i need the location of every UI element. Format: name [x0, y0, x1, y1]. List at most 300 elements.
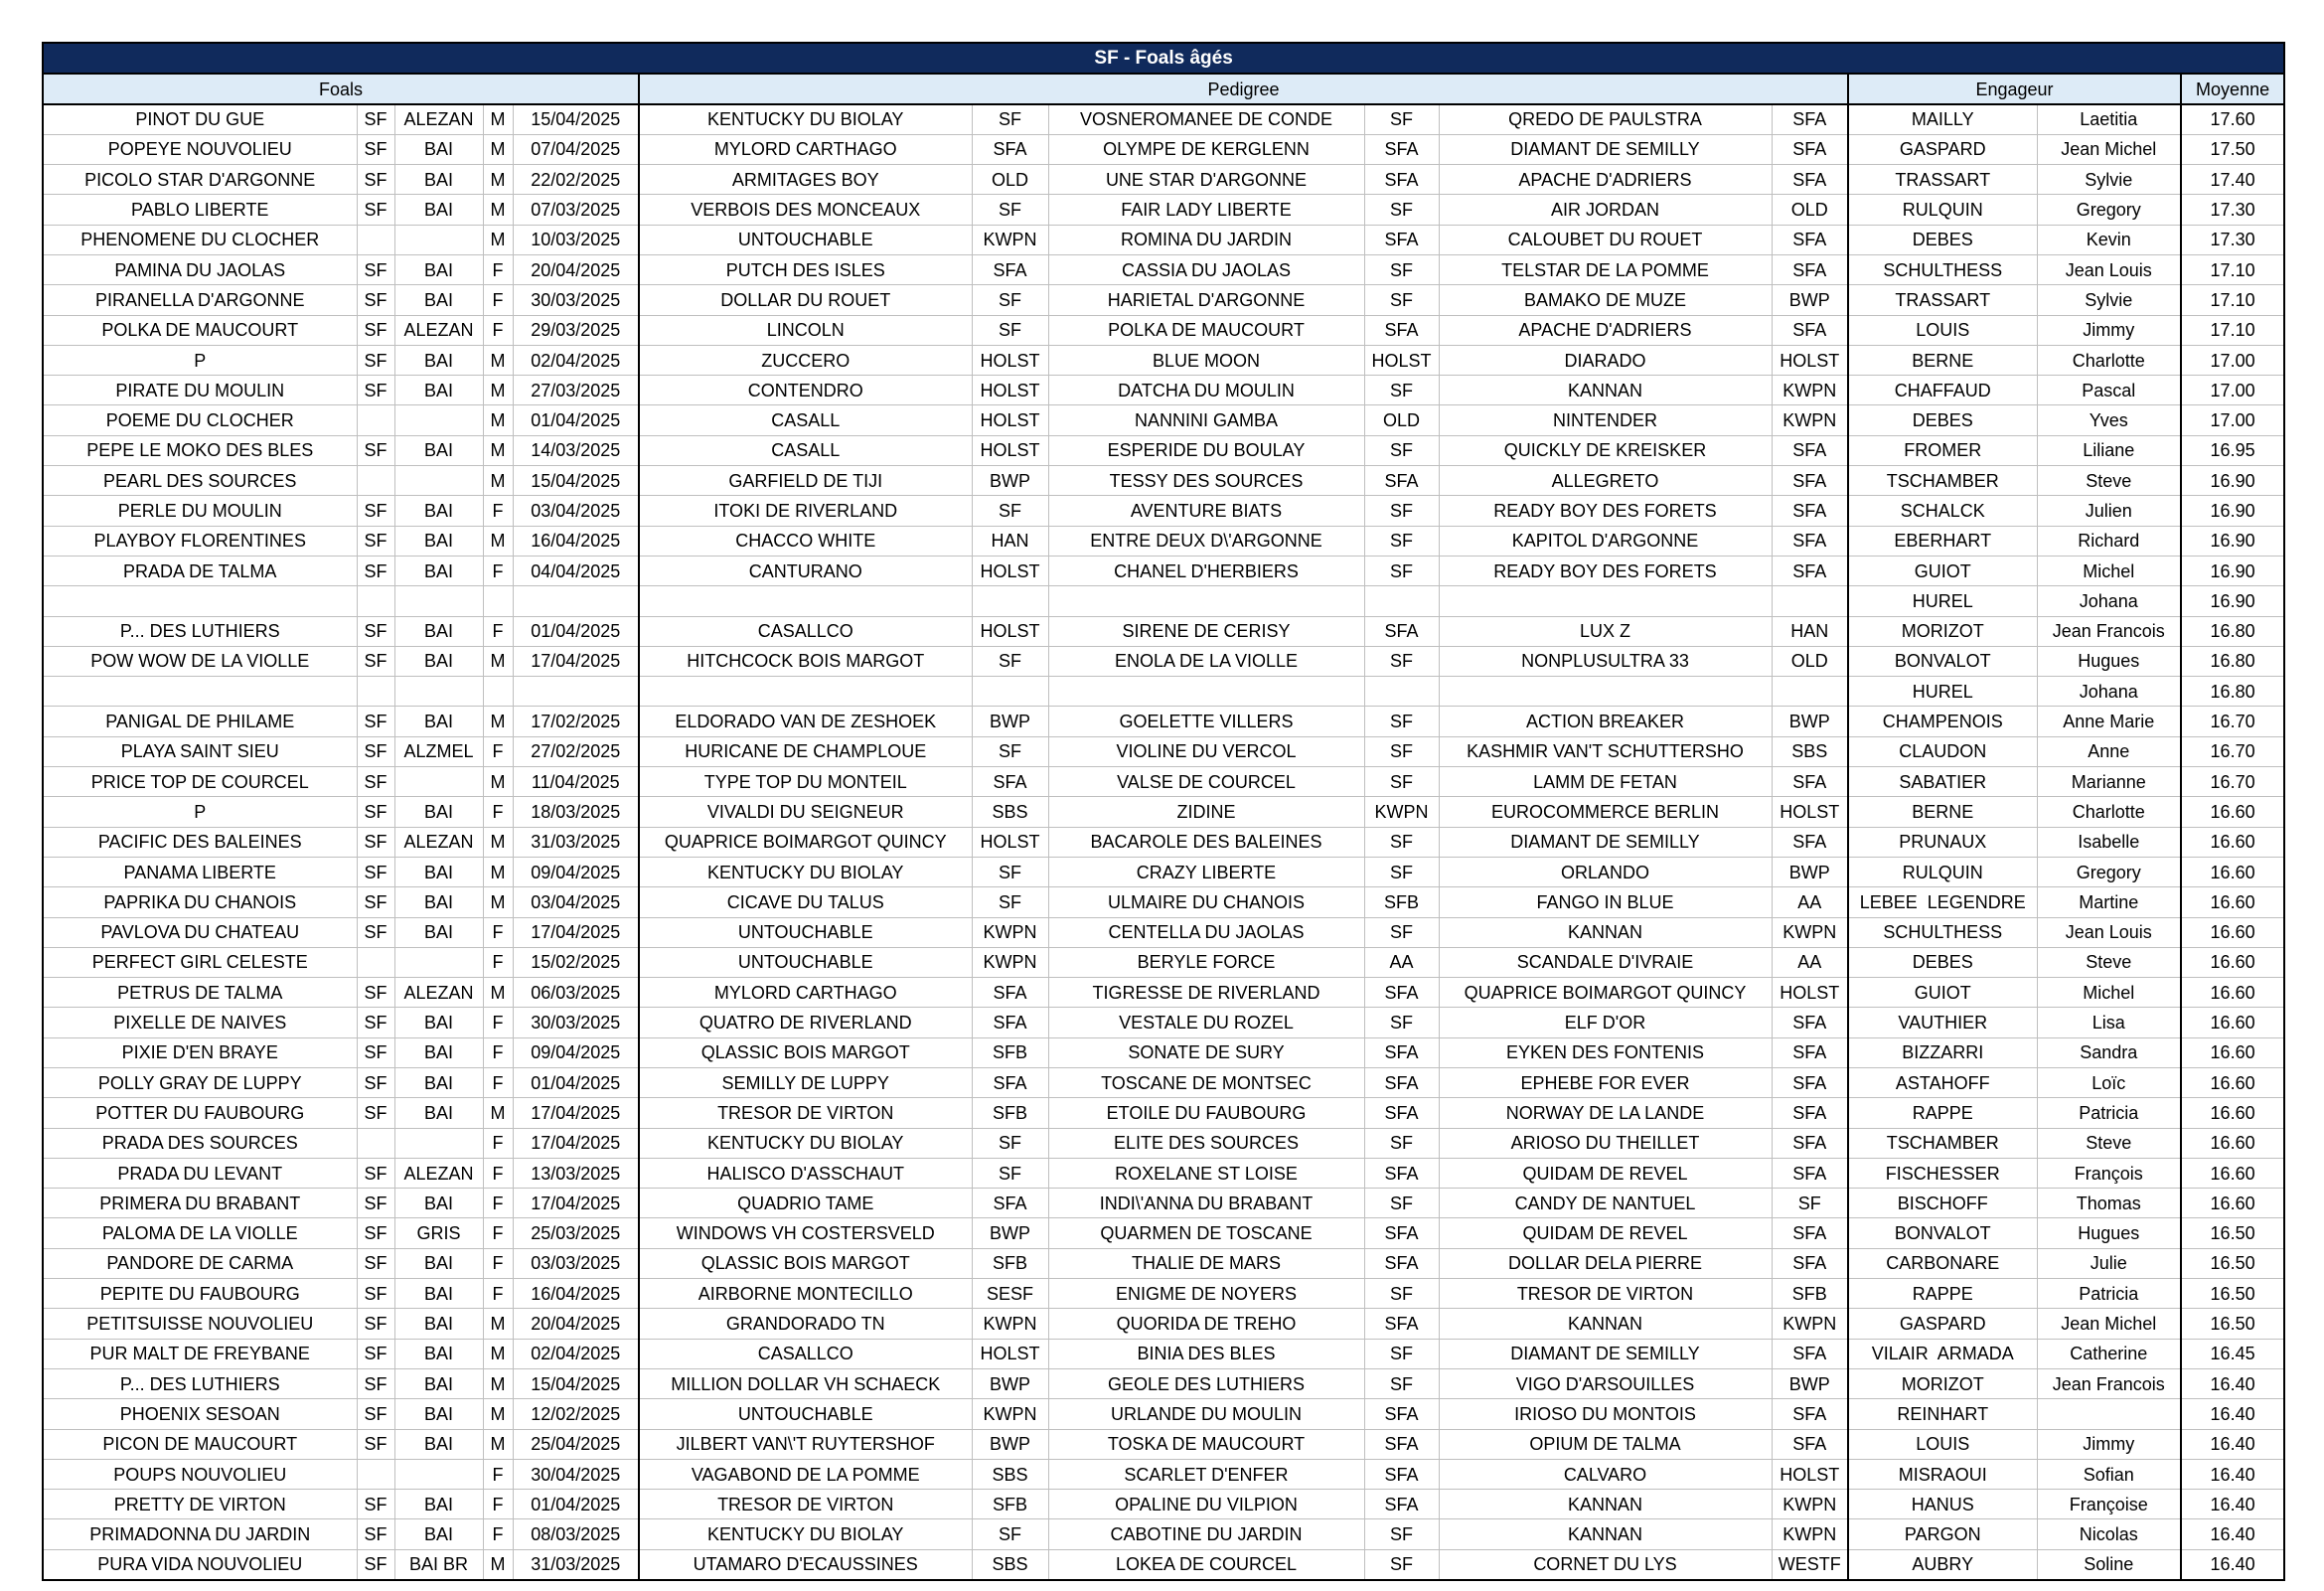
- header-pedigree: Pedigree: [639, 74, 1848, 104]
- dam-breed: SFA: [1364, 225, 1439, 254]
- foal-sex: M: [483, 435, 513, 465]
- table-row: [43, 376, 2284, 405]
- sire-breed: OLD: [972, 165, 1048, 195]
- dam-name: NANNINI GAMBA: [1048, 405, 1364, 435]
- sire-name: TYPE TOP DU MONTEIL: [639, 767, 972, 797]
- foal-sex: M: [483, 165, 513, 195]
- dam-name: DATCHA DU MOULIN: [1048, 376, 1364, 405]
- owner-first-name: Jimmy: [2037, 1429, 2181, 1459]
- table-row: [43, 134, 2284, 164]
- foal-breed: SF: [357, 1068, 394, 1098]
- foal-coat: [394, 947, 483, 977]
- table-row: [43, 1158, 2284, 1188]
- foal-breed: SF: [357, 556, 394, 585]
- foal-sex: F: [483, 254, 513, 284]
- sire-breed: BWP: [972, 1368, 1048, 1398]
- foal-breed: SF: [357, 345, 394, 375]
- dam-sire-name: BAMAKO DE MUZE: [1439, 285, 1772, 315]
- dam-name: ENTRE DEUX D\'ARGONNE: [1048, 526, 1364, 556]
- foal-breed: SF: [357, 1098, 394, 1128]
- foal-name: POLLY GRAY DE LUPPY: [43, 1068, 357, 1098]
- average-score: 16.60: [2181, 1189, 2284, 1218]
- owner-last-name: BERNE: [1848, 797, 2037, 827]
- foal-birthdate: 02/04/2025: [513, 345, 639, 375]
- foal-name: PEPE LE MOKO DES BLES: [43, 435, 357, 465]
- dam-sire-breed: SFA: [1772, 1248, 1848, 1278]
- dam-sire-name: DIAMANT DE SEMILLY: [1439, 1339, 1772, 1368]
- dam-sire-breed: HOLST: [1772, 345, 1848, 375]
- sire-name: DOLLAR DU ROUET: [639, 285, 972, 315]
- table-row: [43, 1248, 2284, 1278]
- foal-coat: BAI: [394, 1429, 483, 1459]
- foal-breed: SF: [357, 165, 394, 195]
- foal-sex: F: [483, 1158, 513, 1188]
- foal-coat: [394, 677, 483, 707]
- dam-sire-name: TRESOR DE VIRTON: [1439, 1279, 1772, 1309]
- foal-breed: SF: [357, 435, 394, 465]
- dam-sire-name: KANNAN: [1439, 1519, 1772, 1549]
- foal-sex: M: [483, 466, 513, 496]
- foal-birthdate: 27/02/2025: [513, 736, 639, 766]
- owner-last-name: BIZZARRI: [1848, 1037, 2037, 1067]
- average-score: 16.80: [2181, 677, 2284, 707]
- sire-name: MYLORD CARTHAGO: [639, 978, 972, 1008]
- foal-name: PETRUS DE TALMA: [43, 978, 357, 1008]
- foal-name: PRETTY DE VIRTON: [43, 1490, 357, 1519]
- table-row: [43, 1037, 2284, 1067]
- dam-name: GEOLE DES LUTHIERS: [1048, 1368, 1364, 1398]
- foal-birthdate: 09/04/2025: [513, 1037, 639, 1067]
- header-moyenne: Moyenne: [2181, 74, 2284, 104]
- sire-name: SEMILLY DE LUPPY: [639, 1068, 972, 1098]
- foal-name: PETITSUISSE NOUVOLIEU: [43, 1309, 357, 1339]
- foal-sex: F: [483, 1037, 513, 1067]
- foal-coat: BAI: [394, 556, 483, 585]
- foal-birthdate: 20/04/2025: [513, 1309, 639, 1339]
- dam-sire-name: TELSTAR DE LA POMME: [1439, 254, 1772, 284]
- foal-breed: SF: [357, 1008, 394, 1037]
- dam-sire-breed: SF: [1772, 1189, 1848, 1218]
- foal-name: PHENOMENE DU CLOCHER: [43, 225, 357, 254]
- average-score: 17.50: [2181, 134, 2284, 164]
- foal-sex: [483, 586, 513, 616]
- dam-name: ZIDINE: [1048, 797, 1364, 827]
- dam-name: SCARLET D'ENFER: [1048, 1459, 1364, 1489]
- sire-breed: SFB: [972, 1037, 1048, 1067]
- dam-sire-breed: SBS: [1772, 736, 1848, 766]
- foal-name: [43, 586, 357, 616]
- sire-name: CANTURANO: [639, 556, 972, 585]
- foal-coat: BAI: [394, 1309, 483, 1339]
- dam-sire-breed: OLD: [1772, 195, 1848, 225]
- foal-birthdate: 20/04/2025: [513, 254, 639, 284]
- foal-breed: SF: [357, 1218, 394, 1248]
- dam-breed: SF: [1364, 1549, 1439, 1579]
- foal-name: POUPS NOUVOLIEU: [43, 1459, 357, 1489]
- sire-breed: SFA: [972, 134, 1048, 164]
- table-row: [43, 1008, 2284, 1037]
- foal-breed: SF: [357, 736, 394, 766]
- sire-name: UNTOUCHABLE: [639, 1399, 972, 1429]
- dam-name: ELITE DES SOURCES: [1048, 1128, 1364, 1158]
- sire-breed: [972, 586, 1048, 616]
- foal-breed: SF: [357, 315, 394, 345]
- sire-name: ITOKI DE RIVERLAND: [639, 496, 972, 526]
- owner-last-name: MAILLY: [1848, 104, 2037, 134]
- owner-first-name: Françoise: [2037, 1490, 2181, 1519]
- foal-name: PEARL DES SOURCES: [43, 466, 357, 496]
- foal-sex: F: [483, 556, 513, 585]
- dam-name: CASSIA DU JAOLAS: [1048, 254, 1364, 284]
- foal-coat: ALEZAN: [394, 104, 483, 134]
- foal-coat: BAI: [394, 526, 483, 556]
- dam-sire-name: FANGO IN BLUE: [1439, 887, 1772, 917]
- table-row: [43, 466, 2284, 496]
- foal-name: PAMINA DU JAOLAS: [43, 254, 357, 284]
- owner-last-name: LEBEE LEGENDRE: [1848, 887, 2037, 917]
- foal-breed: SF: [357, 1279, 394, 1309]
- table-row: [43, 1309, 2284, 1339]
- sire-breed: HAN: [972, 526, 1048, 556]
- dam-breed: SFA: [1364, 134, 1439, 164]
- foal-coat: BAI: [394, 376, 483, 405]
- dam-name: QUARMEN DE TOSCANE: [1048, 1218, 1364, 1248]
- foal-coat: BAI: [394, 797, 483, 827]
- average-score: 16.90: [2181, 556, 2284, 585]
- dam-breed: SF: [1364, 1189, 1439, 1218]
- table-row: [43, 225, 2284, 254]
- dam-breed: SF: [1364, 1519, 1439, 1549]
- owner-first-name: Lisa: [2037, 1008, 2181, 1037]
- foal-sex: F: [483, 315, 513, 345]
- dam-sire-breed: [1772, 677, 1848, 707]
- foal-coat: [394, 1459, 483, 1489]
- sire-breed: SBS: [972, 1459, 1048, 1489]
- dam-sire-name: QREDO DE PAULSTRA: [1439, 104, 1772, 134]
- dam-breed: SFA: [1364, 1490, 1439, 1519]
- owner-last-name: FROMER: [1848, 435, 2037, 465]
- dam-name: VIOLINE DU VERCOL: [1048, 736, 1364, 766]
- dam-name: GOELETTE VILLERS: [1048, 707, 1364, 736]
- table-row: [43, 526, 2284, 556]
- dam-breed: SFA: [1364, 1218, 1439, 1248]
- sire-breed: KWPN: [972, 1309, 1048, 1339]
- sire-breed: KWPN: [972, 1399, 1048, 1429]
- average-score: 17.10: [2181, 315, 2284, 345]
- dam-breed: SF: [1364, 435, 1439, 465]
- table-row: [43, 1549, 2284, 1579]
- owner-first-name: Julien: [2037, 496, 2181, 526]
- average-score: 16.60: [2181, 1008, 2284, 1037]
- dam-sire-name: AIR JORDAN: [1439, 195, 1772, 225]
- foal-breed: SF: [357, 1339, 394, 1368]
- foal-name: PRADA DU LEVANT: [43, 1158, 357, 1188]
- foal-breed: SF: [357, 1248, 394, 1278]
- dam-name: CENTELLA DU JAOLAS: [1048, 917, 1364, 947]
- table-row: [43, 797, 2284, 827]
- foal-coat: [394, 225, 483, 254]
- dam-sire-name: KAPITOL D'ARGONNE: [1439, 526, 1772, 556]
- foal-breed: SF: [357, 827, 394, 857]
- foal-sex: M: [483, 526, 513, 556]
- average-score: 16.40: [2181, 1399, 2284, 1429]
- foal-breed: SF: [357, 646, 394, 676]
- sire-breed: SF: [972, 1128, 1048, 1158]
- table-row: [43, 1368, 2284, 1398]
- foal-coat: BAI: [394, 1368, 483, 1398]
- dam-sire-name: DIAMANT DE SEMILLY: [1439, 134, 1772, 164]
- sire-name: VERBOIS DES MONCEAUX: [639, 195, 972, 225]
- dam-sire-name: NORWAY DE LA LANDE: [1439, 1098, 1772, 1128]
- owner-first-name: Johana: [2037, 586, 2181, 616]
- dam-breed: SFA: [1364, 315, 1439, 345]
- owner-first-name: Nicolas: [2037, 1519, 2181, 1549]
- average-score: 16.45: [2181, 1339, 2284, 1368]
- owner-last-name: DEBES: [1848, 405, 2037, 435]
- owner-last-name: BONVALOT: [1848, 1218, 2037, 1248]
- dam-name: TOSKA DE MAUCOURT: [1048, 1429, 1364, 1459]
- owner-first-name: Soline: [2037, 1549, 2181, 1579]
- dam-name: BLUE MOON: [1048, 345, 1364, 375]
- dam-breed: SFA: [1364, 1309, 1439, 1339]
- foal-name: PRICE TOP DE COURCEL: [43, 767, 357, 797]
- sire-name: QUADRIO TAME: [639, 1189, 972, 1218]
- foal-birthdate: 17/04/2025: [513, 646, 639, 676]
- sire-name: CICAVE DU TALUS: [639, 887, 972, 917]
- dam-sire-breed: SFA: [1772, 526, 1848, 556]
- title-row: [43, 43, 2284, 74]
- foal-birthdate: 14/03/2025: [513, 435, 639, 465]
- dam-breed: SF: [1364, 736, 1439, 766]
- foal-sex: M: [483, 887, 513, 917]
- foal-breed: SF: [357, 1429, 394, 1459]
- sire-breed: SF: [972, 887, 1048, 917]
- sire-name: ZUCCERO: [639, 345, 972, 375]
- table-row: [43, 1218, 2284, 1248]
- sire-name: GARFIELD DE TIJI: [639, 466, 972, 496]
- dam-breed: OLD: [1364, 405, 1439, 435]
- foal-coat: BAI: [394, 165, 483, 195]
- foal-breed: SF: [357, 857, 394, 886]
- foal-name: PIRATE DU MOULIN: [43, 376, 357, 405]
- foal-birthdate: 03/04/2025: [513, 887, 639, 917]
- foal-breed: [357, 677, 394, 707]
- dam-breed: SF: [1364, 285, 1439, 315]
- foal-sex: F: [483, 285, 513, 315]
- foal-sex: F: [483, 616, 513, 646]
- dam-sire-name: DIARADO: [1439, 345, 1772, 375]
- dam-sire-breed: SFA: [1772, 827, 1848, 857]
- dam-sire-breed: SFB: [1772, 1279, 1848, 1309]
- owner-first-name: Laetitia: [2037, 104, 2181, 134]
- foal-birthdate: 15/04/2025: [513, 466, 639, 496]
- dam-sire-name: [1439, 586, 1772, 616]
- dam-name: TIGRESSE DE RIVERLAND: [1048, 978, 1364, 1008]
- owner-first-name: Johana: [2037, 677, 2181, 707]
- owner-first-name: Steve: [2037, 947, 2181, 977]
- foal-name: POPEYE NOUVOLIEU: [43, 134, 357, 164]
- foal-name: PUR MALT DE FREYBANE: [43, 1339, 357, 1368]
- owner-first-name: Richard: [2037, 526, 2181, 556]
- average-score: 17.00: [2181, 376, 2284, 405]
- foal-name: POLKA DE MAUCOURT: [43, 315, 357, 345]
- dam-breed: SF: [1364, 195, 1439, 225]
- sire-name: UNTOUCHABLE: [639, 225, 972, 254]
- foal-coat: BAI: [394, 1279, 483, 1309]
- foal-sex: M: [483, 195, 513, 225]
- sire-name: UNTOUCHABLE: [639, 917, 972, 947]
- foal-sex: M: [483, 225, 513, 254]
- foal-birthdate: 31/03/2025: [513, 1549, 639, 1579]
- average-score: 17.10: [2181, 254, 2284, 284]
- foal-name: PRIMERA DU BRABANT: [43, 1189, 357, 1218]
- table-row: [43, 1459, 2284, 1489]
- table-row: [43, 677, 2284, 707]
- owner-last-name: RULQUIN: [1848, 857, 2037, 886]
- dam-breed: SF: [1364, 1279, 1439, 1309]
- average-score: 16.90: [2181, 466, 2284, 496]
- foal-coat: BAI: [394, 195, 483, 225]
- sire-breed: HOLST: [972, 345, 1048, 375]
- sire-breed: SFA: [972, 1008, 1048, 1037]
- table-row: [43, 646, 2284, 676]
- foal-name: P... DES LUTHIERS: [43, 616, 357, 646]
- dam-name: QUORIDA DE TREHO: [1048, 1309, 1364, 1339]
- average-score: 16.50: [2181, 1218, 2284, 1248]
- table-row: [43, 165, 2284, 195]
- sire-name: KENTUCKY DU BIOLAY: [639, 1519, 972, 1549]
- sire-breed: HOLST: [972, 405, 1048, 435]
- table-row: [43, 857, 2284, 886]
- sire-breed: SF: [972, 1158, 1048, 1188]
- sire-breed: SFA: [972, 254, 1048, 284]
- sire-breed: SF: [972, 736, 1048, 766]
- foal-birthdate: 17/04/2025: [513, 1128, 639, 1158]
- foal-birthdate: 16/04/2025: [513, 1279, 639, 1309]
- owner-last-name: ASTAHOFF: [1848, 1068, 2037, 1098]
- dam-sire-name: KANNAN: [1439, 376, 1772, 405]
- owner-first-name: François: [2037, 1158, 2181, 1188]
- foal-breed: [357, 405, 394, 435]
- owner-last-name: GUIOT: [1848, 978, 2037, 1008]
- foal-coat: BAI: [394, 1008, 483, 1037]
- foal-sex: F: [483, 1519, 513, 1549]
- sire-breed: BWP: [972, 1218, 1048, 1248]
- owner-first-name: Liliane: [2037, 435, 2181, 465]
- owner-first-name: Anne: [2037, 736, 2181, 766]
- foal-coat: BAI: [394, 254, 483, 284]
- sire-name: UNTOUCHABLE: [639, 947, 972, 977]
- table-row: [43, 917, 2284, 947]
- foal-name: PLAYBOY FLORENTINES: [43, 526, 357, 556]
- owner-last-name: HANUS: [1848, 1490, 2037, 1519]
- dam-sire-name: QUICKLY DE KREISKER: [1439, 435, 1772, 465]
- dam-sire-breed: SFA: [1772, 134, 1848, 164]
- foal-sex: F: [483, 1248, 513, 1278]
- foal-sex: M: [483, 1549, 513, 1579]
- dam-breed: AA: [1364, 947, 1439, 977]
- foal-coat: BAI BR: [394, 1549, 483, 1579]
- owner-first-name: Sylvie: [2037, 165, 2181, 195]
- dam-sire-breed: SFA: [1772, 435, 1848, 465]
- foal-name: PICOLO STAR D'ARGONNE: [43, 165, 357, 195]
- foal-coat: ALEZAN: [394, 827, 483, 857]
- dam-breed: SF: [1364, 707, 1439, 736]
- sire-name: CASALL: [639, 405, 972, 435]
- foal-breed: SF: [357, 254, 394, 284]
- foal-breed: SF: [357, 496, 394, 526]
- owner-first-name: Jimmy: [2037, 315, 2181, 345]
- table-row: [43, 435, 2284, 465]
- average-score: 16.40: [2181, 1429, 2284, 1459]
- foal-coat: BAI: [394, 285, 483, 315]
- owner-last-name: SABATIER: [1848, 767, 2037, 797]
- dam-breed: SFA: [1364, 1098, 1439, 1128]
- dam-name: [1048, 677, 1364, 707]
- owner-last-name: CARBONARE: [1848, 1248, 2037, 1278]
- sire-breed: SBS: [972, 1549, 1048, 1579]
- average-score: 17.10: [2181, 285, 2284, 315]
- dam-breed: SFA: [1364, 1037, 1439, 1067]
- owner-last-name: TRASSART: [1848, 165, 2037, 195]
- owner-first-name: [2037, 1399, 2181, 1429]
- owner-last-name: MORIZOT: [1848, 1368, 2037, 1398]
- dam-sire-breed: SFA: [1772, 466, 1848, 496]
- average-score: 16.60: [2181, 797, 2284, 827]
- foal-birthdate: 15/04/2025: [513, 1368, 639, 1398]
- dam-breed: SF: [1364, 376, 1439, 405]
- foal-coat: BAI: [394, 134, 483, 164]
- dam-sire-breed: SFA: [1772, 1218, 1848, 1248]
- foal-coat: BAI: [394, 496, 483, 526]
- sire-breed: SFB: [972, 1098, 1048, 1128]
- owner-first-name: Gregory: [2037, 857, 2181, 886]
- sire-name: KENTUCKY DU BIOLAY: [639, 857, 972, 886]
- foal-birthdate: 02/04/2025: [513, 1339, 639, 1368]
- dam-sire-name: QUAPRICE BOIMARGOT QUINCY: [1439, 978, 1772, 1008]
- dam-breed: SFA: [1364, 466, 1439, 496]
- table-row: [43, 405, 2284, 435]
- foal-birthdate: 03/04/2025: [513, 496, 639, 526]
- owner-first-name: Pascal: [2037, 376, 2181, 405]
- foal-coat: BAI: [394, 616, 483, 646]
- dam-name: CABOTINE DU JARDIN: [1048, 1519, 1364, 1549]
- dam-sire-name: ORLANDO: [1439, 857, 1772, 886]
- owner-first-name: Michel: [2037, 556, 2181, 585]
- average-score: 16.90: [2181, 526, 2284, 556]
- table-row: [43, 1429, 2284, 1459]
- dam-sire-breed: BWP: [1772, 707, 1848, 736]
- dam-breed: SF: [1364, 646, 1439, 676]
- dam-sire-breed: SFA: [1772, 767, 1848, 797]
- dam-sire-name: [1439, 677, 1772, 707]
- owner-last-name: CHAMPENOIS: [1848, 707, 2037, 736]
- owner-first-name: Catherine: [2037, 1339, 2181, 1368]
- dam-sire-name: QUIDAM DE REVEL: [1439, 1158, 1772, 1188]
- dam-name: CHANEL D'HERBIERS: [1048, 556, 1364, 585]
- owner-last-name: VAUTHIER: [1848, 1008, 2037, 1037]
- foal-name: POW WOW DE LA VIOLLE: [43, 646, 357, 676]
- foal-name: PAPRIKA DU CHANOIS: [43, 887, 357, 917]
- table-row: [43, 947, 2284, 977]
- dam-sire-name: APACHE D'ADRIERS: [1439, 165, 1772, 195]
- sire-breed: KWPN: [972, 225, 1048, 254]
- dam-sire-breed: SFA: [1772, 1158, 1848, 1188]
- dam-sire-breed: SFA: [1772, 1037, 1848, 1067]
- dam-sire-breed: SFA: [1772, 104, 1848, 134]
- foal-breed: [357, 225, 394, 254]
- sire-breed: BWP: [972, 466, 1048, 496]
